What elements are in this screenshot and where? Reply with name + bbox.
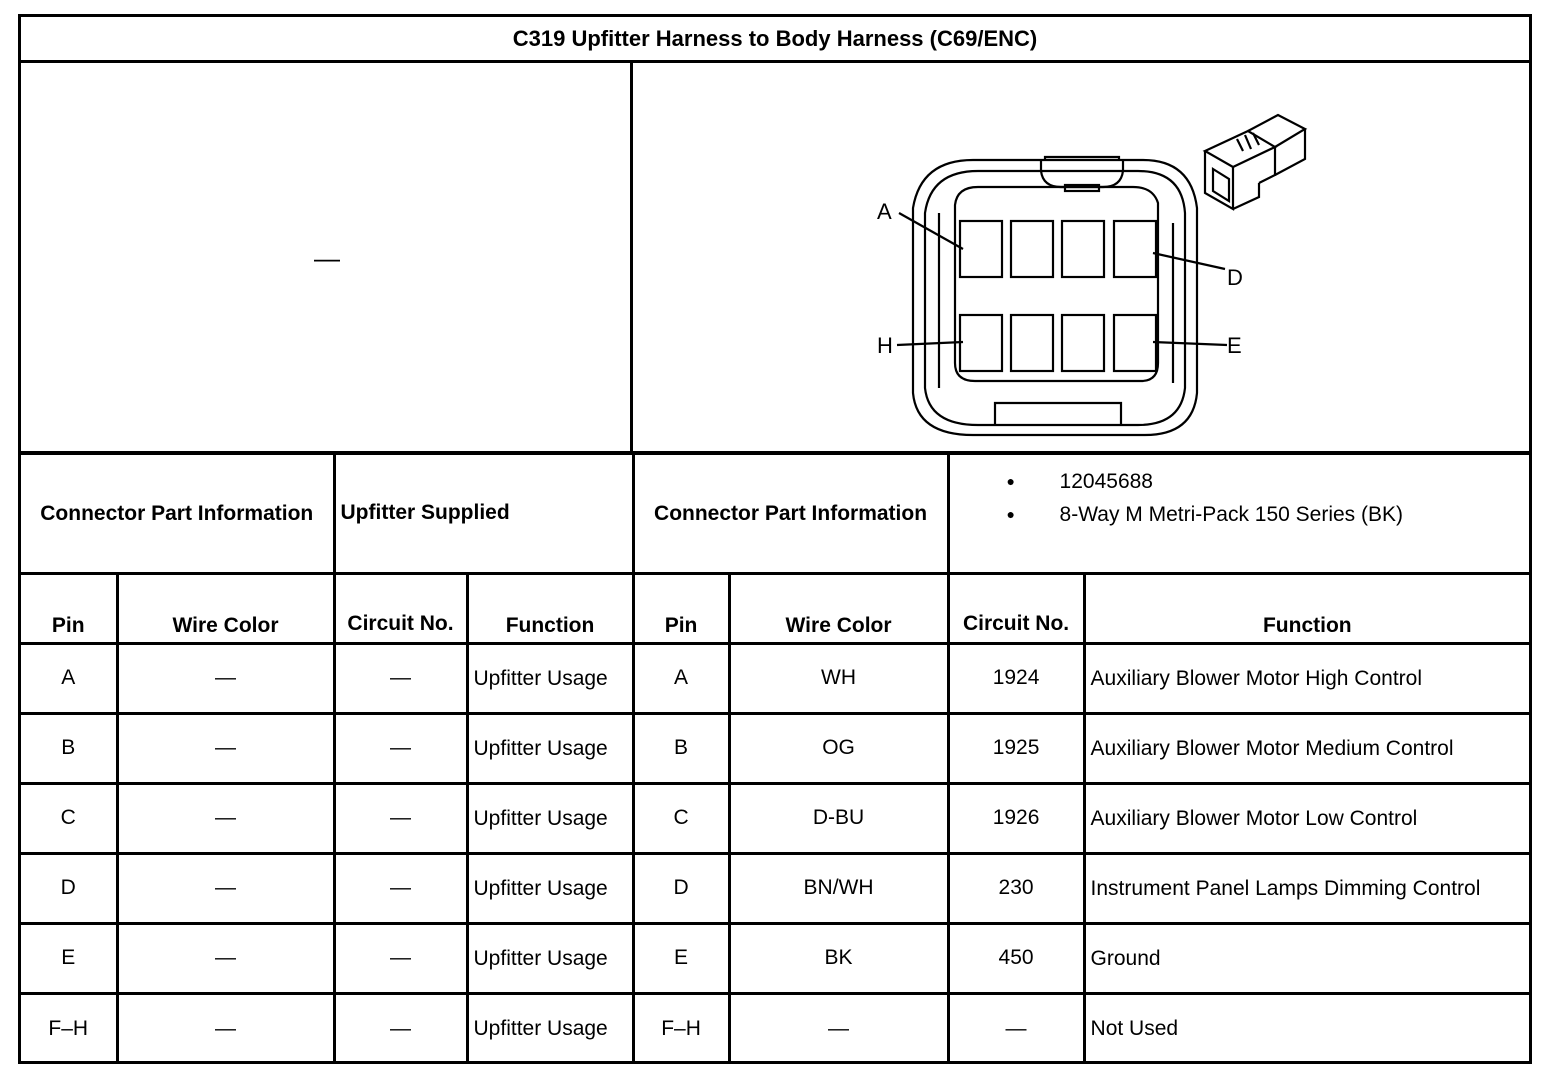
- pin-label-d: D: [1227, 265, 1243, 290]
- right-pin: A: [633, 643, 729, 713]
- connector-info-item: ● 12045688: [955, 465, 1525, 498]
- pin-label-a: A: [877, 199, 892, 224]
- table-row: [21, 993, 1529, 1063]
- right-circuit: 1924: [948, 643, 1084, 713]
- right-pin: C: [633, 783, 729, 853]
- right-circuit: 1925: [948, 713, 1084, 783]
- right-function: Auxiliary Blower Motor Low Control: [1084, 783, 1529, 853]
- cavity-d: [1114, 221, 1156, 277]
- table-row: [21, 783, 1529, 853]
- housing-inner-outline: [925, 171, 1185, 425]
- left-image-cell: [21, 63, 633, 451]
- cavity-f: [1062, 315, 1104, 371]
- right-circuit: 230: [948, 853, 1084, 923]
- left-image-placeholder: —: [314, 243, 340, 273]
- right-function: Instrument Panel Lamps Dimming Control: [1084, 853, 1529, 923]
- cavity-c: [1062, 221, 1104, 277]
- left-function: Upfitter Usage: [467, 713, 633, 783]
- left-circuit: —: [334, 853, 467, 923]
- left-wire-color: —: [117, 713, 334, 783]
- header-wire-color: Wire Color: [729, 573, 948, 643]
- right-wire-color: BN/WH: [729, 853, 948, 923]
- left-pin: E: [21, 923, 117, 993]
- right-wire-color: WH: [729, 643, 948, 713]
- right-pin: B: [633, 713, 729, 783]
- left-wire-color: —: [117, 643, 334, 713]
- connector-isometric-icon: [1205, 115, 1305, 209]
- header-circuit-no: Circuit No.: [948, 573, 1084, 643]
- leader-e: [1153, 342, 1227, 345]
- header-function: Function: [1084, 573, 1529, 643]
- right-function: Ground: [1084, 923, 1529, 993]
- table-row: [21, 643, 1529, 713]
- cavity-e: [1114, 315, 1156, 371]
- left-wire-color: —: [117, 783, 334, 853]
- left-circuit: —: [334, 643, 467, 713]
- connector-diagram: [633, 63, 1529, 455]
- bottom-key: [995, 403, 1121, 425]
- document-title: C319 Upfitter Harness to Body Harness (C69/ENC): [21, 17, 1529, 63]
- connector-info-list: [955, 465, 1525, 531]
- left-pin: C: [21, 783, 117, 853]
- right-wire-color: OG: [729, 713, 948, 783]
- cavity-outline: [955, 187, 1158, 381]
- left-connector-info-value: Upfitter Supplied: [334, 455, 633, 573]
- table-row: [21, 853, 1529, 923]
- left-function: Upfitter Usage: [467, 643, 633, 713]
- left-circuit: —: [334, 713, 467, 783]
- connector-document: [18, 14, 1532, 1064]
- header-function: Function: [467, 573, 633, 643]
- left-circuit: —: [334, 993, 467, 1063]
- right-pin: E: [633, 923, 729, 993]
- right-wire-color: BK: [729, 923, 948, 993]
- header-row: [21, 573, 1529, 643]
- right-wire-color: D-BU: [729, 783, 948, 853]
- right-function: Not Used: [1084, 993, 1529, 1063]
- right-wire-color: —: [729, 993, 948, 1063]
- right-function: Auxiliary Blower Motor Medium Control: [1084, 713, 1529, 783]
- left-pin: D: [21, 853, 117, 923]
- pin-label-h: H: [877, 333, 893, 358]
- pinout-table: [21, 455, 1529, 1063]
- connector-info-row: [21, 455, 1529, 573]
- left-circuit: —: [334, 783, 467, 853]
- cavity-b: [1011, 221, 1053, 277]
- header-pin: Pin: [21, 573, 117, 643]
- right-connector-info-label: Connector Part Information: [633, 455, 948, 573]
- table-row: [21, 923, 1529, 993]
- right-circuit: 450: [948, 923, 1084, 993]
- right-pin: F–H: [633, 993, 729, 1063]
- right-function: Auxiliary Blower Motor High Control: [1084, 643, 1529, 713]
- header-pin: Pin: [633, 573, 729, 643]
- header-wire-color: Wire Color: [117, 573, 334, 643]
- left-wire-color: —: [117, 923, 334, 993]
- left-connector-info-label: Connector Part Information: [21, 455, 334, 573]
- pin-label-e: E: [1227, 333, 1242, 358]
- left-function: Upfitter Usage: [467, 783, 633, 853]
- right-circuit: 1926: [948, 783, 1084, 853]
- left-pin: F–H: [21, 993, 117, 1063]
- left-function: Upfitter Usage: [467, 993, 633, 1063]
- left-pin: A: [21, 643, 117, 713]
- header-circuit-no: Circuit No.: [334, 573, 467, 643]
- leader-d: [1153, 253, 1225, 269]
- left-wire-color: —: [117, 853, 334, 923]
- left-circuit: —: [334, 923, 467, 993]
- right-pin: D: [633, 853, 729, 923]
- right-connector-info-value: [948, 455, 1529, 573]
- cavity-a: [960, 221, 1002, 277]
- latch-outline: [1041, 160, 1123, 187]
- table-row: [21, 713, 1529, 783]
- left-wire-color: —: [117, 993, 334, 1063]
- cavity-h: [960, 315, 1002, 371]
- leader-a: [899, 213, 963, 249]
- left-function: Upfitter Usage: [467, 923, 633, 993]
- left-pin: B: [21, 713, 117, 783]
- image-row: [21, 63, 1529, 455]
- connector-face-view: [633, 63, 1529, 451]
- leader-h: [897, 342, 963, 345]
- connector-info-item: ● 8-Way M Metri-Pack 150 Series (BK): [955, 498, 1525, 531]
- left-function: Upfitter Usage: [467, 853, 633, 923]
- right-circuit: —: [948, 993, 1084, 1063]
- cavity-g: [1011, 315, 1053, 371]
